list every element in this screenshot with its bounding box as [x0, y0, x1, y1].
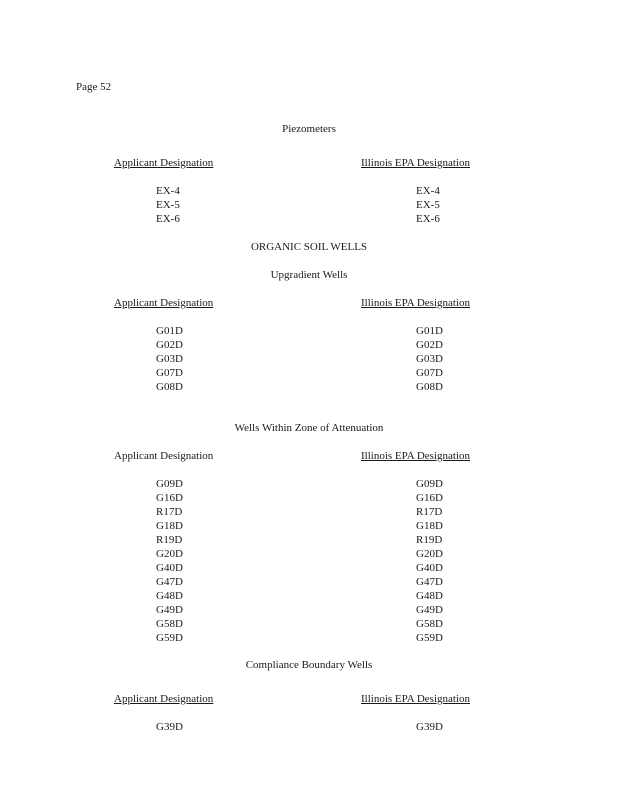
well-designation: G16D — [156, 492, 183, 504]
section-title-zone-of-attenuation: Wells Within Zone of Attenuation — [234, 422, 384, 434]
well-designation: G03D — [156, 353, 183, 365]
column-header-applicant: Applicant Designation — [114, 297, 214, 309]
well-designation: G08D — [416, 381, 443, 393]
section-title-organic-soil-wells: ORGANIC SOIL WELLS — [250, 241, 368, 253]
well-designation: G40D — [416, 562, 443, 574]
well-designation: G09D — [156, 478, 183, 490]
well-designation: G49D — [416, 604, 443, 616]
piezometers-applicant-list — [156, 184, 180, 226]
well-designation: G08D — [156, 381, 183, 393]
well-designation: G02D — [416, 339, 443, 351]
section-title-piezometers: Piezometers — [282, 123, 336, 135]
well-designation: G47D — [156, 576, 183, 588]
attenuation-epa-list — [416, 477, 443, 645]
well-designation: R17D — [416, 506, 443, 518]
well-designation: G58D — [156, 618, 183, 630]
well-designation: G58D — [416, 618, 443, 630]
upgradient-epa-list — [416, 324, 443, 394]
well-designation: G18D — [156, 520, 183, 532]
well-designation: G20D — [156, 548, 183, 560]
well-designation: G16D — [416, 492, 443, 504]
well-designation: G07D — [156, 367, 183, 379]
well-designation: G39D — [416, 721, 443, 733]
well-designation: G20D — [416, 548, 443, 560]
well-designation: G48D — [416, 590, 443, 602]
compliance-epa-list — [416, 720, 443, 734]
well-designation: G07D — [416, 367, 443, 379]
well-designation: G01D — [156, 325, 183, 337]
well-designation: G02D — [156, 339, 183, 351]
well-designation: EX-5 — [416, 199, 440, 211]
upgradient-applicant-list — [156, 324, 183, 394]
column-header-illinois-epa: Illinois EPA Designation — [361, 297, 470, 309]
column-header-illinois-epa: Illinois EPA Designation — [361, 693, 470, 705]
well-designation: EX-5 — [156, 199, 180, 211]
piezometers-epa-list — [416, 184, 440, 226]
well-designation: G59D — [156, 632, 183, 644]
well-designation: EX-6 — [416, 213, 440, 225]
well-designation: EX-4 — [416, 185, 440, 197]
well-designation: EX-4 — [156, 185, 180, 197]
column-header-illinois-epa: Illinois EPA Designation — [361, 450, 470, 462]
well-designation: G59D — [416, 632, 443, 644]
well-designation: G03D — [416, 353, 443, 365]
well-designation: R17D — [156, 506, 183, 518]
well-designation: G47D — [416, 576, 443, 588]
well-designation: G39D — [156, 721, 183, 733]
well-designation: G18D — [416, 520, 443, 532]
column-header-applicant: Applicant Designation — [114, 450, 214, 462]
section-title-compliance-boundary-wells: Compliance Boundary Wells — [245, 659, 373, 671]
compliance-applicant-list — [156, 720, 183, 734]
well-designation: G09D — [416, 478, 443, 490]
column-header-applicant: Applicant Designation — [114, 157, 214, 169]
well-designation: R19D — [156, 534, 183, 546]
well-designation: G01D — [416, 325, 443, 337]
well-designation: EX-6 — [156, 213, 180, 225]
well-designation: G40D — [156, 562, 183, 574]
page-number: Page 52 — [76, 81, 112, 93]
well-designation: G48D — [156, 590, 183, 602]
attenuation-applicant-list — [156, 477, 183, 645]
well-designation: R19D — [416, 534, 443, 546]
section-title-upgradient-wells: Upgradient Wells — [270, 269, 348, 281]
column-header-illinois-epa: Illinois EPA Designation — [361, 157, 470, 169]
well-designation: G49D — [156, 604, 183, 616]
column-header-applicant: Applicant Designation — [114, 693, 214, 705]
